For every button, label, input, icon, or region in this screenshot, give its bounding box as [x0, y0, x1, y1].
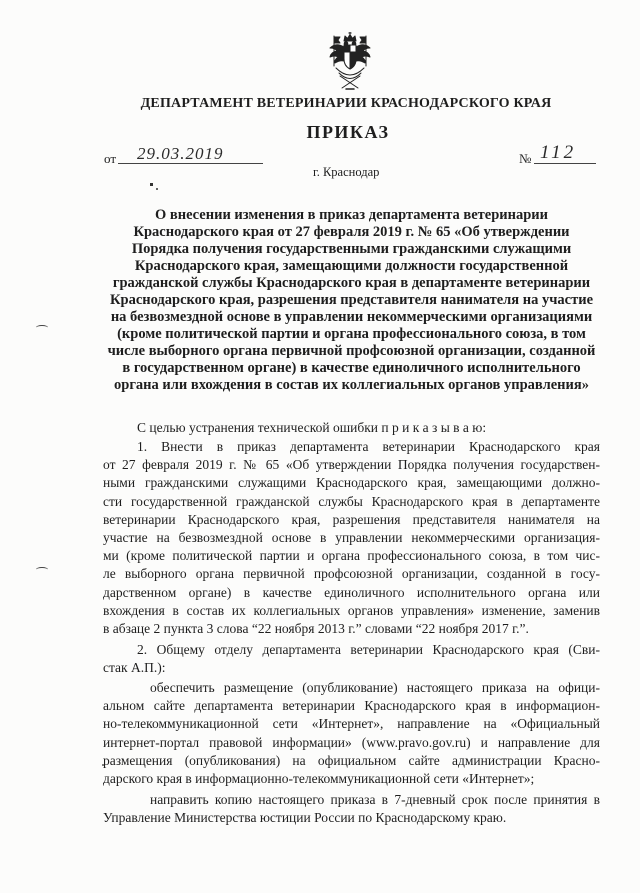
- title-line: (кроме политической партии и органа профессионального союза, в том: [117, 326, 586, 342]
- paragraph-item-1: [103, 438, 600, 638]
- body-line: дарственном органе) в качестве единоличного исполнительного органа или: [103, 584, 600, 600]
- body-line: ветеринарии Краснодарского края, разрешения представителя нанимателя на: [103, 511, 600, 527]
- document-title: [103, 207, 600, 394]
- scan-mark: [156, 188, 158, 190]
- paragraph-item-2: [103, 641, 600, 677]
- body-line: 1. Внести в приказ департамента ветеринарии Краснодарского края: [137, 439, 600, 454]
- title-line: Краснодарского края, разрешения представителя нанимателя на участие: [109, 292, 594, 308]
- margin-mark: [36, 567, 48, 572]
- body-line: участие на безвозмездной основе в управлении некоммерческими организация-: [103, 529, 600, 545]
- number-underline: [534, 163, 596, 164]
- body-line: но-телекоммуникационной сети «Интернет», направление на «Официальный: [103, 716, 600, 732]
- city: г. Краснодар: [313, 165, 380, 179]
- scan-mark: [150, 183, 153, 186]
- margin-mark: [36, 325, 48, 330]
- document-type: ПРИКАЗ: [306, 122, 390, 142]
- body-line: вхождения в состав их коллегиальных органов управления» изменение, заменив: [103, 602, 600, 618]
- date-prefix: от: [104, 151, 117, 166]
- number-prefix: №: [519, 151, 532, 166]
- body-line: альном сайте департамента ветеринарии Краснодарского края в информацион-: [103, 698, 600, 714]
- date-handwritten: 29.03.2019: [137, 144, 224, 163]
- number-handwritten: 112: [540, 142, 577, 163]
- body-line: интернет-портал правовой информации» (www.pravo.gov.ru) и направление для: [103, 734, 600, 750]
- body-line: в абзаце 2 пункта 3 слова “22 ноября 2013 г.” словами “22 ноября 2017 г.”.: [103, 620, 529, 636]
- body-line: ле выборного органа первичной профсоюзной организации, созданной в госу-: [103, 566, 600, 582]
- title-line: Порядка получения государственными гражданскими служащими: [131, 241, 572, 257]
- coat-of-arms-icon: [324, 32, 376, 90]
- date-underline: [118, 163, 263, 164]
- body-line: С целью устранения технической ошибки п р и к а з ы в а ю:: [137, 420, 487, 435]
- body-line: ными гражданскими служащими Краснодарского края, замещающими должно-: [103, 475, 600, 491]
- title-line: Краснодарского края от 27 февраля 2019 г. № 65 «Об утверждении: [133, 224, 570, 240]
- paragraph-subitem-publish: [103, 679, 600, 788]
- title-line: в государственном органе) в качестве единоличного исполнительного: [122, 360, 581, 376]
- title-line: на безвозмездной основе в управлении некоммерческими организациями: [110, 309, 593, 325]
- title-line: гражданской службы Краснодарского края в департаменте ветеринарии: [112, 275, 591, 291]
- body-line: 2. Общему отделу департамента ветеринарии Краснодарского края (Сви-: [137, 642, 600, 657]
- body-line: размещения (опубликования) на официальном сайте администрации Красно-: [103, 752, 600, 768]
- body-line: стак А.П.):: [103, 660, 166, 676]
- body-line: Управление Министерства юстиции России по Краснодарскому краю.: [103, 810, 507, 826]
- title-line: числе выборного органа первичной профсоюзной организации, созданной: [107, 343, 596, 359]
- body-line: обеспечить размещение (опубликование) настоящего приказа на офици-: [150, 680, 600, 695]
- body-line: от 27 февраля 2019 г. № 65 «Об утверждении Порядка получения государствен-: [103, 457, 600, 473]
- body-line: ми (кроме политической партии и органа профессионального союза, в том чис-: [103, 548, 600, 564]
- title-line: О внесении изменения в приказ департамента ветеринарии: [154, 207, 549, 223]
- body-line: сти государственной гражданской службы Краснодарского края в департаменте: [103, 493, 600, 509]
- body-line: направить копию настоящего приказа в 7-дневный срок после принятия в: [150, 792, 600, 807]
- paragraph-intro: [103, 419, 600, 437]
- department-name: ДЕПАРТАМЕНТ ВЕТЕРИНАРИИ КРАСНОДАРСКОГО КРАЯ: [140, 96, 552, 111]
- title-line: органа или вхождения в состав их коллегиальных органов управления»: [114, 377, 589, 393]
- paragraph-subitem-send-copy: [103, 791, 600, 827]
- title-line: Краснодарского края, замещающими должности государственной: [134, 258, 569, 274]
- body-line: дарского края в информационно-телекоммуникационной сети «Интернет»;: [103, 770, 535, 786]
